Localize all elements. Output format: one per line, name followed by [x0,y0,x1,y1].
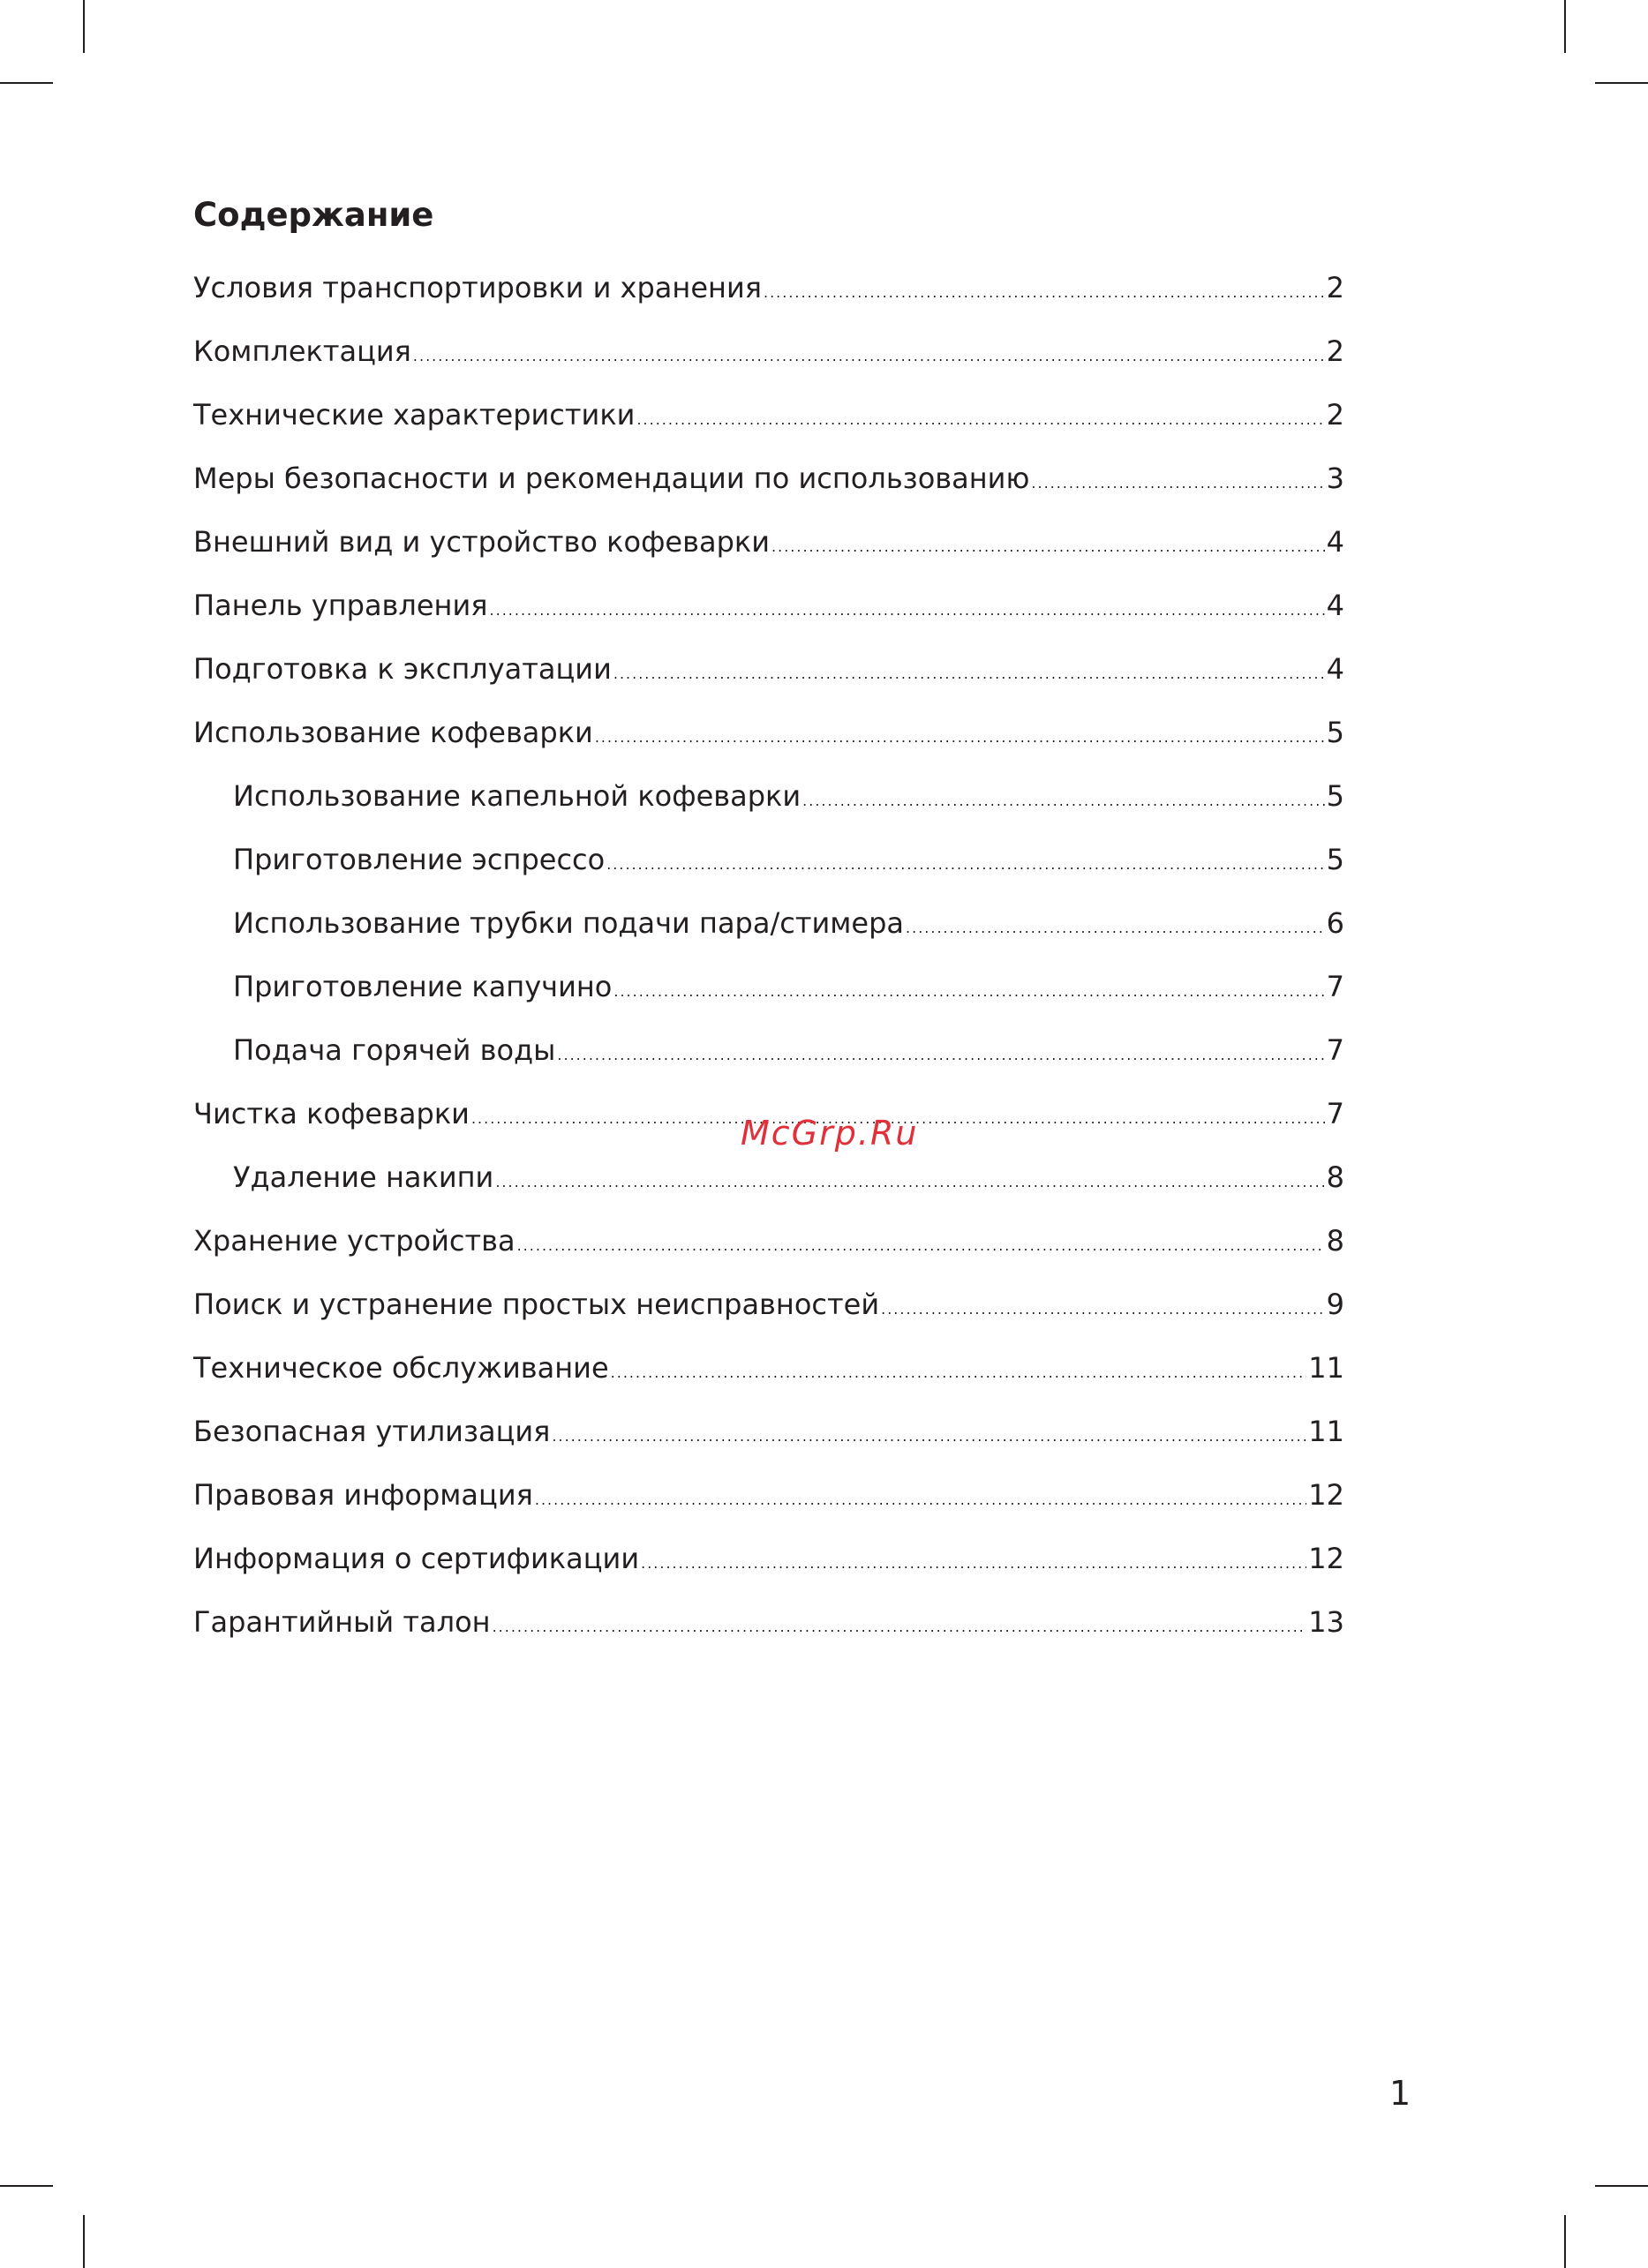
toc-entry-label: Поиск и устранение простых неисправностей [193,1288,880,1321]
toc-dot-leader [613,974,1324,1010]
crop-mark [1595,2185,1648,2187]
toc-dot-leader [517,1228,1325,1264]
toc-dot-leader [557,1038,1324,1073]
toc-dot-leader [595,720,1325,755]
toc-entry [193,842,1344,905]
toc-dot-leader [802,784,1324,819]
toc-entry-label: Условия транспортировки и хранения [193,271,762,304]
toc-dot-leader [413,339,1325,374]
toc-entry-page: 5 [1326,843,1344,876]
toc-dot-leader [1031,466,1324,501]
toc-dot-leader [881,1292,1325,1327]
toc-entry-page: 7 [1326,1097,1344,1130]
toc-entry [193,969,1344,1033]
toc-entry-label: Использование кофеварки [193,716,593,749]
toc-entry [193,270,1344,334]
toc-entry-page: 2 [1326,334,1344,368]
toc-entry [193,588,1344,651]
toc-entry-label: Панель управления [193,589,488,622]
toc-dot-leader [613,657,1325,692]
toc-entry [193,651,1344,715]
toc-entry [193,1604,1344,1668]
toc-entry-label: Чистка кофеварки [193,1097,470,1130]
toc-entry-page: 11 [1308,1415,1344,1448]
crop-mark [1564,2215,1566,2268]
watermark: McGrp.Ru [741,1114,919,1153]
toc-dot-leader [771,529,1325,565]
page-title: Содержание [193,196,434,234]
toc-entry [193,715,1344,778]
toc-entry-page: 6 [1326,906,1344,940]
toc-entry-page: 9 [1326,1288,1344,1321]
toc-dot-leader [764,275,1325,311]
toc-entry-page: 11 [1308,1351,1344,1385]
toc-entry-label: Комплектация [193,334,411,368]
toc-dot-leader [495,1165,1324,1200]
toc-entry [193,778,1344,842]
toc-entry-page: 2 [1326,398,1344,432]
toc-dot-leader [535,1483,1306,1518]
toc-entry-label: Технические характеристики [193,398,636,432]
crop-mark [83,2215,85,2268]
toc-entry-page: 12 [1308,1478,1344,1512]
crop-mark [0,82,53,84]
toc-entry-page: 8 [1326,1160,1344,1194]
toc-entry-label: Меры безопасности и рекомендации по использованию [193,462,1030,495]
toc-entry-label: Подготовка к эксплуатации [193,652,612,686]
toc-entry [193,905,1344,969]
crop-mark [83,0,85,53]
toc-entry [193,397,1344,461]
toc-entry-page: 12 [1308,1542,1344,1575]
toc-entry [193,1160,1344,1223]
toc-entry [193,1477,1344,1541]
toc-dot-leader [906,911,1325,946]
toc-entry-page: 13 [1308,1605,1344,1639]
toc-entry [193,1223,1344,1287]
toc-dot-leader [611,1356,1307,1391]
toc-entry-page: 7 [1326,1033,1344,1067]
table-of-contents [193,270,1344,1668]
toc-entry-label: Хранение устройства [193,1224,515,1258]
toc-entry-page: 2 [1326,271,1344,304]
toc-entry [193,1350,1344,1414]
toc-entry-label: Информация о сертификации [193,1542,640,1575]
toc-entry [193,1541,1344,1604]
toc-entry-label: Правовая информация [193,1478,533,1512]
toc-entry-label: Приготовление капучино [233,970,613,1003]
toc-dot-leader [490,593,1325,628]
toc-entry-label: Использование трубки подачи пара/стимера [233,906,905,940]
toc-entry-label: Использование капельной кофеварки [233,779,801,813]
toc-entry-label: Безопасная утилизация [193,1415,551,1448]
toc-entry-label: Удаление накипи [233,1160,494,1194]
crop-mark [1564,0,1566,53]
toc-entry [193,334,1344,397]
toc-entry-label: Гарантийный талон [193,1605,491,1639]
crop-mark [1595,82,1648,84]
toc-entry [193,461,1344,524]
crop-mark [0,2185,53,2187]
toc-entry-label: Техническое обслуживание [193,1351,609,1385]
toc-entry-page: 3 [1326,462,1344,495]
toc-entry [193,1033,1344,1096]
toc-entry [193,524,1344,588]
toc-entry [193,1414,1344,1477]
toc-entry-label: Внешний вид и устройство кофеварки [193,525,771,559]
page-number: 1 [1389,2074,1411,2113]
toc-dot-leader [493,1610,1307,1645]
toc-entry-page: 8 [1326,1224,1344,1258]
toc-entry-page: 4 [1326,525,1344,559]
toc-dot-leader [641,1546,1306,1581]
toc-entry-page: 5 [1326,716,1344,749]
toc-dot-leader [552,1419,1306,1454]
toc-entry-page: 4 [1326,652,1344,686]
toc-dot-leader [606,847,1324,882]
toc-entry-page: 5 [1326,779,1344,813]
toc-entry-label: Приготовление эспрессо [233,843,606,876]
toc-entry-page: 7 [1326,970,1344,1003]
toc-entry [193,1287,1344,1350]
toc-entry-label: Подача горячей воды [233,1033,556,1067]
toc-dot-leader [636,402,1324,438]
toc-entry-page: 4 [1326,589,1344,622]
